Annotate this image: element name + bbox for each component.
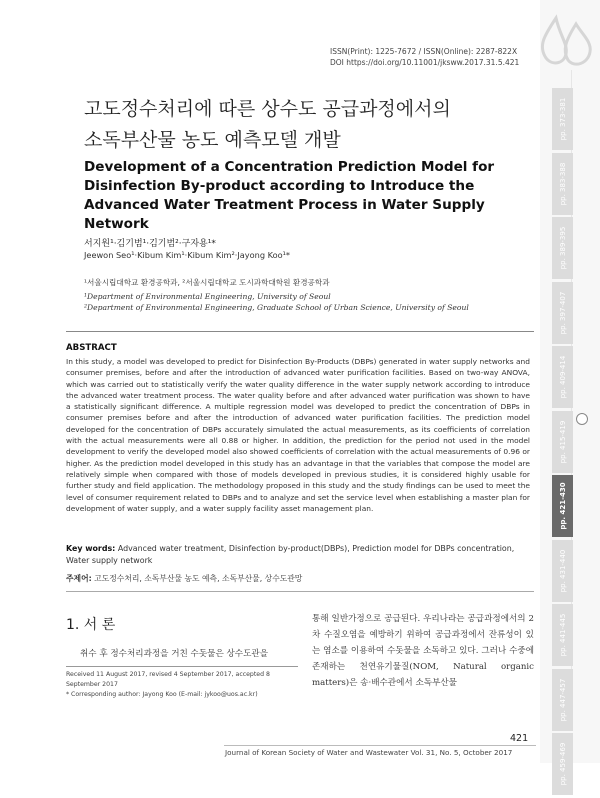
sidebar-tab-label: pp. 441-445 bbox=[558, 613, 567, 657]
active-tab-marker-icon bbox=[576, 413, 588, 425]
footnote-corresponding: * Corresponding author: Jayong Koo (E-mail: jykoo@uos.ac.kr) bbox=[66, 691, 258, 698]
abstract-text: In this study, a model was developed to predict for Disinfection By-Products (DBPs) generated in water supply networks and consumer premises, before and after the introduction of advanced water purification facilities. Based on two-way ANOVA, which was carried out to statistically verify the water quality difference in the water supply network according to introduce the advanced water treatment process. The water quality before and after advanced water purification was shown to have a statistically significant difference. A multiple regression model was developed to predict the concentration of DBPs in consumer premises before and after the introduction of advanced water purification facilities. The prediction model developed for the concentration of DBPs accurately simulated the actual measurements, as its coefficients of correlation with the actual measurements were all 0.88 or higher. In addition, the prediction for the period not used in the model development to verify the developed model also showed coefficients of correlation with the actual measurements of 0.96 or higher. As the prediction model developed in this study has an advantage in that the variables that compose the model are relatively simple when compared with those of models developed in previous studies, it is considered highly usable for further study and field application. The methodology proposed in this study and the study findings can be used to meet the level of consumer requirement related to DBPs and to analyze and set the service level when establishing a master plan for development of water supply, and a water supply facility asset management plan. bbox=[66, 357, 530, 513]
keywords-english bbox=[66, 543, 536, 567]
sidebar-tab[interactable] bbox=[552, 282, 573, 344]
body-left-column: 취수 후 정수처리과정을 거친 수돗물은 상수도관을 bbox=[80, 649, 268, 659]
keywords-korean-label: 주제어: bbox=[66, 574, 92, 583]
title-korean bbox=[84, 94, 534, 156]
sidebar-tab[interactable] bbox=[552, 669, 573, 731]
affiliation-english-1-text: ¹Department of Environmental Engineering, University of Seoul bbox=[84, 292, 331, 301]
page-number: 421 bbox=[510, 733, 529, 744]
body-right-column: 통해 일반가정으로 공급된다. 우리나라는 공급과정에서의 2차 수질오염을 예방하기 위하여 공급과정에서 잔류성이 있는 염소를 이용하여 수돗물을 소독하고 있다. 그러나 수중에 존재하는 천연유기물질(NOM, Natural organic matters)은 송·배수관에서 소독부산물 bbox=[312, 614, 534, 688]
sidebar-tab-label: pp. 459-469 bbox=[558, 742, 567, 786]
sidebar-tab[interactable] bbox=[552, 604, 573, 666]
keywords-korean-text: 고도정수처리, 소독부산물 농도 예측, 소독부산물, 상수도관망 bbox=[94, 574, 303, 583]
footnote bbox=[66, 670, 298, 700]
affiliation-english-1 bbox=[84, 291, 524, 302]
sidebar-tab-label: pp. 431-440 bbox=[558, 549, 567, 592]
affiliation-english-2 bbox=[84, 302, 524, 313]
sidebar-tab-label: pp. 397-407 bbox=[558, 291, 567, 334]
authors-korean: 서지원¹·김기범¹·김기범²·구자용¹* bbox=[84, 239, 216, 249]
sidebar-tab-label: pp. 383-388 bbox=[558, 162, 567, 205]
sidebar-tab[interactable] bbox=[552, 153, 573, 215]
sidebar-tab[interactable] bbox=[552, 733, 573, 795]
footnote-received: Received 11 August 2017, revised 4 September 2017, accepted 8 September 2017 bbox=[66, 671, 270, 688]
keywords-label: Key words: bbox=[66, 544, 116, 553]
title-korean-line2: 소독부산물 농도 예측모델 개발 bbox=[84, 129, 341, 151]
sidebar-tab-label: pp. 373-381 bbox=[558, 97, 567, 141]
sidebar-tab[interactable] bbox=[552, 217, 573, 279]
section-rule bbox=[66, 591, 534, 592]
sidebar-tab-label: pp. 447-457 bbox=[558, 678, 567, 721]
affiliation-korean: ¹서울시립대학교 환경공학과, ²서울시립대학교 도시과학대학원 환경공학과 bbox=[84, 278, 330, 287]
issn-doi-block bbox=[330, 46, 530, 68]
sidebar-tab[interactable] bbox=[552, 411, 573, 473]
title-english: Development of a Concentration Prediction Model for Disinfection By-product according to Introduce the Advanced Water Treatment Process in Water Supply Network bbox=[84, 159, 495, 232]
sidebar-tab-label: pp. 415-419 bbox=[558, 420, 567, 463]
sidebar-tab[interactable] bbox=[552, 88, 573, 150]
sidebar-tab[interactable] bbox=[552, 475, 573, 537]
title-korean-line1: 고도정수처리에 따른 상수도 공급과정에서의 bbox=[84, 98, 451, 120]
sidebar-tab-label: pp. 389-395 bbox=[558, 226, 567, 270]
authors-english: Jeewon Seo¹·Kibum Kim¹·Kibum Kim²·Jayong Koo¹* bbox=[84, 250, 290, 260]
sidebar-page-tabs bbox=[552, 88, 573, 798]
issn-line: ISSN(Print): 1225-7672 / ISSN(Online): 2287-822X bbox=[330, 47, 518, 56]
journal-footer: Journal of Korean Society of Water and Wastewater Vol. 31, No. 5, October 2017 bbox=[225, 748, 513, 757]
sidebar-tab-label: pp. 421-430 bbox=[558, 482, 567, 530]
journal-logo-icon bbox=[536, 14, 594, 70]
section-heading: 1. 서 론 bbox=[66, 617, 116, 633]
abstract-rule bbox=[66, 331, 534, 332]
sidebar-tab-label: pp. 409-414 bbox=[558, 355, 567, 399]
sidebar-tab[interactable] bbox=[552, 540, 573, 602]
footer-rule bbox=[224, 745, 536, 746]
footnote-rule bbox=[66, 666, 298, 667]
doi-link[interactable]: DOI https://doi.org/10.11001/jksww.2017.31.5.421 bbox=[330, 58, 520, 67]
keywords-text: Advanced water treatment, Disinfection by-product(DBPs), Prediction model for DBPs concentration, Water supply network bbox=[66, 544, 515, 565]
affiliation-english-2-text: ²Department of Environmental Engineering, Graduate School of Urban Science, University of Seoul bbox=[84, 303, 469, 312]
keywords-korean bbox=[66, 573, 536, 584]
sidebar-tab[interactable] bbox=[552, 346, 573, 408]
abstract-heading: ABSTRACT bbox=[66, 343, 117, 353]
